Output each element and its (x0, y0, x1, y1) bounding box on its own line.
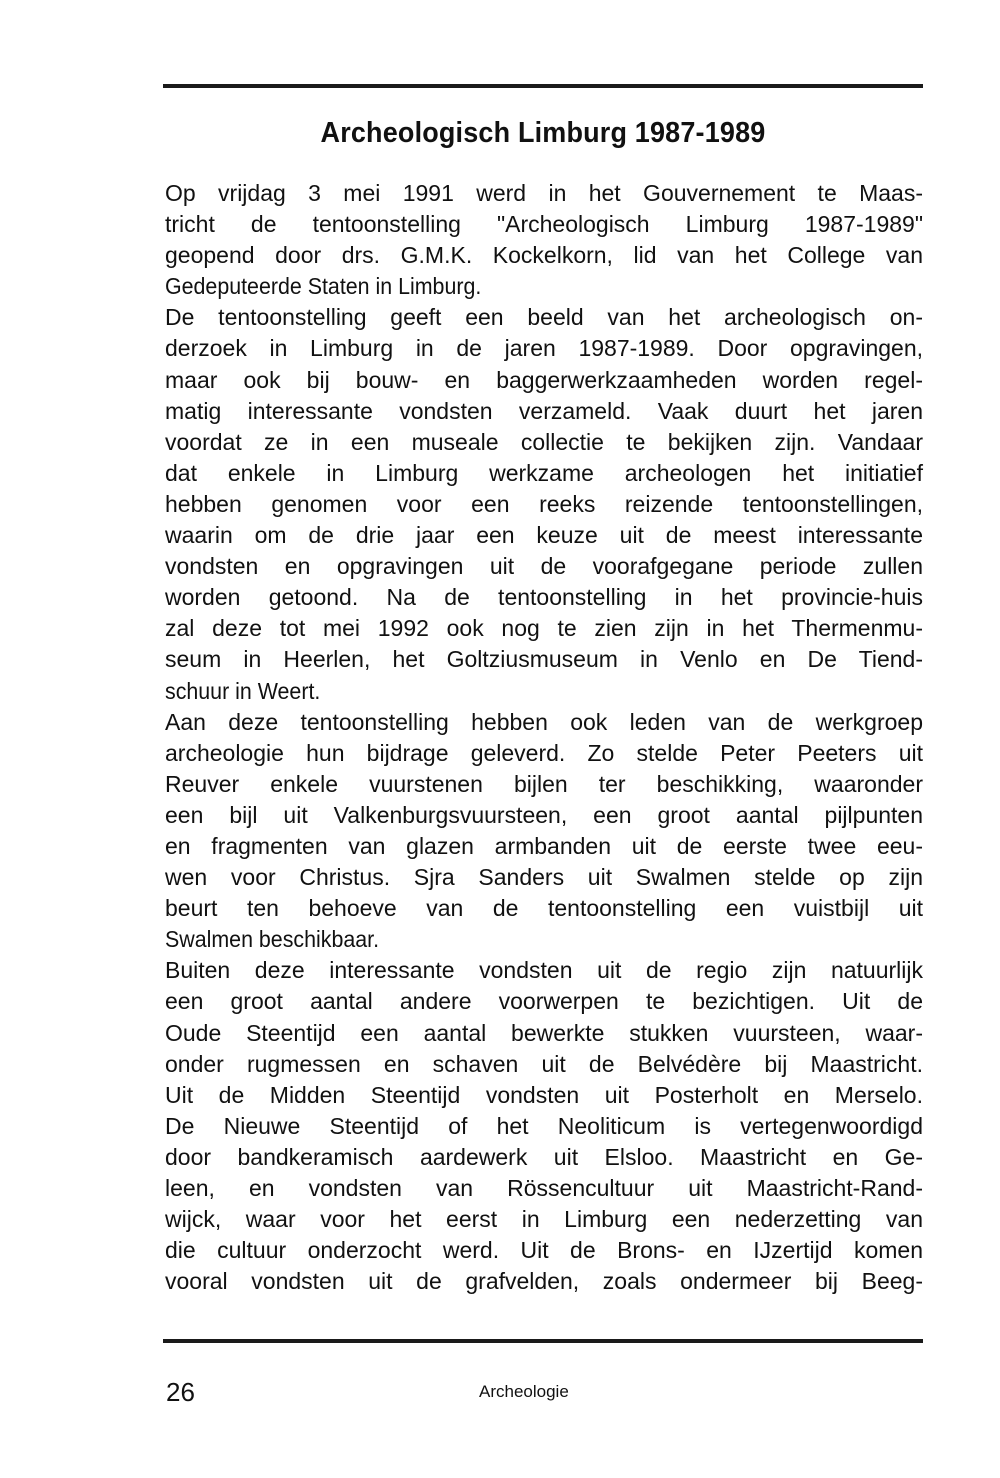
text-line: die cultuur onderzocht werd. Uit de Brons- en IJzertijd komen (165, 1237, 923, 1264)
paragraph (165, 955, 923, 1297)
text-line: De Nieuwe Steentijd of het Neoliticum is vertegenwoordigd (165, 1112, 923, 1139)
top-rule (163, 84, 923, 88)
text-line: Buiten deze interessante vondsten uit de regio zijn natuurlijk (165, 957, 923, 984)
text-line: Op vrijdag 3 mei 1991 werd in het Gouvernement te Maas- (165, 180, 923, 206)
text-line: Gedeputeerde Staten in Limburg. (165, 273, 482, 300)
text-line: geopend door drs. G.M.K. Kockelkorn, lid van het College van (165, 242, 923, 269)
text-line: door bandkeramisch aardewerk uit Elsloo. Maastricht en Ge- (165, 1143, 923, 1170)
text-line: een bijl uit Valkenburgsvuursteen, een groot aantal pijlpunten (165, 801, 923, 828)
text-line: Uit de Midden Steentijd vondsten uit Posterholt en Merselo. (165, 1081, 923, 1108)
text-line: wen voor Christus. Sjra Sanders uit Swalmen stelde op zijn (165, 864, 923, 891)
text-line: wijck, waar voor het eerst in Limburg een nederzetting van (165, 1206, 923, 1233)
text-line: seum in Heerlen, het Goltziusmuseum in Venlo en De Tiend- (165, 646, 923, 673)
text-line: beurt ten behoeve van de tentoonstelling een vuistbijl uit (165, 895, 923, 922)
text-line: en fragmenten van glazen armbanden uit de eerste twee eeu- (165, 832, 923, 859)
text-line: Aan deze tentoonstelling hebben ook leden van de werkgroep (165, 708, 923, 735)
text-line: Oude Steentijd een aantal bewerkte stukken vuursteen, waar- (165, 1019, 923, 1046)
text-line: schuur in Weert. (165, 677, 321, 704)
text-line: een groot aantal andere voorwerpen te bezichtigen. Uit de (165, 988, 923, 1015)
text-line: Reuver enkele vuurstenen bijlen ter beschikking, waaronder (165, 770, 923, 797)
text-line: worden getoond. Na de tentoonstelling in het provincie-huis (165, 584, 923, 611)
text-line: archeologie hun bijdrage geleverd. Zo stelde Peter Peeters uit (165, 739, 923, 766)
page-number: 26 (166, 1377, 195, 1407)
text-line: onder rugmessen en schaven uit de Belvédère bij Maastricht. (165, 1050, 923, 1077)
text-line: hebben genomen voor een reeks reizende tentoonstellingen, (165, 490, 923, 517)
text-line: derzoek in Limburg in de jaren 1987-1989. Door opgravingen, (165, 335, 923, 362)
text-line: Swalmen beschikbaar. (165, 926, 380, 953)
paragraph (165, 302, 923, 706)
text-line: voordat ze in een museale collectie te bekijken zijn. Vandaar (165, 428, 923, 455)
text-line: leen, en vondsten van Rössencultuur uit Maastricht-Rand- (165, 1175, 923, 1201)
running-title: Archeologie (479, 1382, 569, 1401)
text-line: vondsten en opgravingen uit de voorafgegane periode zullen (165, 553, 923, 580)
text-line: dat enkele in Limburg werkzame archeologen het initiatief (165, 459, 923, 486)
article-body (165, 178, 923, 1297)
text-line: De tentoonstelling geeft een beeld van het archeologisch on- (165, 304, 923, 331)
article-title: Archeologisch Limburg 1987-1989 (320, 117, 766, 149)
text-line: vooral vondsten uit de grafvelden, zoals ondermeer bij Beeg- (165, 1268, 923, 1295)
paragraph (165, 707, 923, 956)
text-line: waarin om de drie jaar een keuze uit de meest interessante (165, 522, 923, 549)
text-line: zal deze tot mei 1992 ook nog te zien zijn in het Thermenmu- (165, 615, 923, 642)
text-line: tricht de tentoonstelling "Archeologisch Limburg 1987-1989" (165, 211, 923, 238)
text-line: maar ook bij bouw- en baggerwerkzaamheden worden regel- (165, 366, 923, 393)
text-line: matig interessante vondsten verzameld. Vaak duurt het jaren (165, 397, 923, 424)
paragraph (165, 178, 923, 302)
bottom-rule (163, 1339, 923, 1343)
